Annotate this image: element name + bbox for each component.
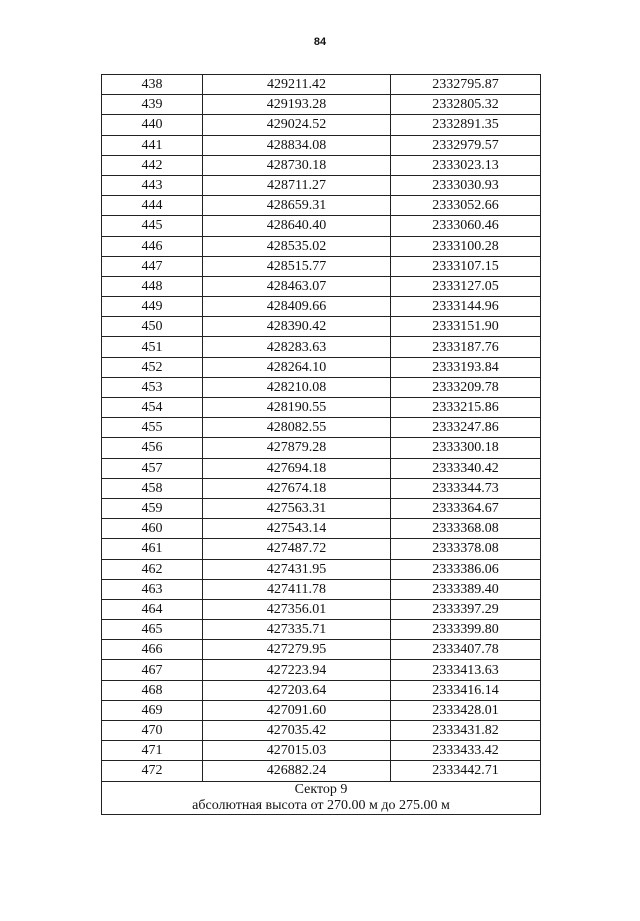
y-coordinate-cell: 2333247.86 — [391, 418, 541, 438]
y-coordinate-cell: 2333127.05 — [391, 276, 541, 296]
table-row — [102, 438, 541, 458]
table-row — [102, 640, 541, 660]
point-number-cell: 454 — [102, 398, 203, 418]
coordinates-table-body — [102, 75, 541, 815]
page-number: 84 — [313, 36, 327, 48]
x-coordinate-cell: 427223.94 — [203, 660, 391, 680]
x-coordinate-cell: 427203.64 — [203, 680, 391, 700]
x-coordinate-cell: 427279.95 — [203, 640, 391, 660]
table-row — [102, 721, 541, 741]
table-row — [102, 680, 541, 700]
point-number-cell: 463 — [102, 579, 203, 599]
point-number-cell: 466 — [102, 640, 203, 660]
coordinates-table — [101, 74, 541, 815]
point-number-cell: 443 — [102, 175, 203, 195]
y-coordinate-cell: 2333300.18 — [391, 438, 541, 458]
y-coordinate-cell: 2333052.66 — [391, 196, 541, 216]
y-coordinate-cell: 2333368.08 — [391, 519, 541, 539]
y-coordinate-cell: 2333428.01 — [391, 700, 541, 720]
point-number-cell: 457 — [102, 458, 203, 478]
point-number-cell: 442 — [102, 155, 203, 175]
y-coordinate-cell: 2333413.63 — [391, 660, 541, 680]
table-row — [102, 175, 541, 195]
table-row — [102, 216, 541, 236]
table-row — [102, 236, 541, 256]
table-row — [102, 196, 541, 216]
table-row — [102, 155, 541, 175]
y-coordinate-cell: 2332979.57 — [391, 135, 541, 155]
point-number-cell: 467 — [102, 660, 203, 680]
point-number-cell: 444 — [102, 196, 203, 216]
y-coordinate-cell: 2333060.46 — [391, 216, 541, 236]
x-coordinate-cell: 428463.07 — [203, 276, 391, 296]
point-number-cell: 440 — [102, 115, 203, 135]
table-row — [102, 660, 541, 680]
point-number-cell: 438 — [102, 75, 203, 95]
y-coordinate-cell: 2333433.42 — [391, 741, 541, 761]
table-row — [102, 761, 541, 781]
table-row — [102, 418, 541, 438]
x-coordinate-cell: 429193.28 — [203, 95, 391, 115]
x-coordinate-cell: 428190.55 — [203, 398, 391, 418]
y-coordinate-cell: 2333416.14 — [391, 680, 541, 700]
point-number-cell: 452 — [102, 357, 203, 377]
table-row — [102, 741, 541, 761]
y-coordinate-cell: 2332805.32 — [391, 95, 541, 115]
x-coordinate-cell: 427411.78 — [203, 579, 391, 599]
x-coordinate-cell: 428264.10 — [203, 357, 391, 377]
x-coordinate-cell: 427543.14 — [203, 519, 391, 539]
x-coordinate-cell: 427431.95 — [203, 559, 391, 579]
sector-caption — [102, 781, 541, 814]
point-number-cell: 471 — [102, 741, 203, 761]
y-coordinate-cell: 2333209.78 — [391, 377, 541, 397]
x-coordinate-cell: 428711.27 — [203, 175, 391, 195]
table-row — [102, 276, 541, 296]
y-coordinate-cell: 2333431.82 — [391, 721, 541, 741]
point-number-cell: 460 — [102, 519, 203, 539]
x-coordinate-cell: 427015.03 — [203, 741, 391, 761]
x-coordinate-cell: 428730.18 — [203, 155, 391, 175]
x-coordinate-cell: 427335.71 — [203, 620, 391, 640]
y-coordinate-cell: 2332795.87 — [391, 75, 541, 95]
x-coordinate-cell: 427487.72 — [203, 539, 391, 559]
x-coordinate-cell: 429211.42 — [203, 75, 391, 95]
point-number-cell: 441 — [102, 135, 203, 155]
point-number-cell: 448 — [102, 276, 203, 296]
point-number-cell: 451 — [102, 337, 203, 357]
x-coordinate-cell: 427879.28 — [203, 438, 391, 458]
table-row — [102, 478, 541, 498]
x-coordinate-cell: 428659.31 — [203, 196, 391, 216]
x-coordinate-cell: 428409.66 — [203, 297, 391, 317]
point-number-cell: 445 — [102, 216, 203, 236]
y-coordinate-cell: 2333407.78 — [391, 640, 541, 660]
point-number-cell: 450 — [102, 317, 203, 337]
point-number-cell: 472 — [102, 761, 203, 781]
table-row — [102, 297, 541, 317]
x-coordinate-cell: 427674.18 — [203, 478, 391, 498]
point-number-cell: 465 — [102, 620, 203, 640]
point-number-cell: 470 — [102, 721, 203, 741]
x-coordinate-cell: 428210.08 — [203, 377, 391, 397]
y-coordinate-cell: 2333340.42 — [391, 458, 541, 478]
table-row — [102, 559, 541, 579]
table-row — [102, 115, 541, 135]
point-number-cell: 456 — [102, 438, 203, 458]
table-row — [102, 519, 541, 539]
point-number-cell: 447 — [102, 256, 203, 276]
x-coordinate-cell: 428640.40 — [203, 216, 391, 236]
sector-title: Сектор 9 — [294, 781, 348, 797]
x-coordinate-cell: 427356.01 — [203, 599, 391, 619]
table-row — [102, 579, 541, 599]
table-row — [102, 398, 541, 418]
sector-altitude-range: абсолютная высота от 270.00 м до 275.00 м — [192, 797, 450, 813]
point-number-cell: 439 — [102, 95, 203, 115]
table-row — [102, 458, 541, 478]
table-row — [102, 357, 541, 377]
y-coordinate-cell: 2332891.35 — [391, 115, 541, 135]
y-coordinate-cell: 2333193.84 — [391, 357, 541, 377]
point-number-cell: 455 — [102, 418, 203, 438]
x-coordinate-cell: 429024.52 — [203, 115, 391, 135]
x-coordinate-cell: 427563.31 — [203, 498, 391, 518]
y-coordinate-cell: 2333144.96 — [391, 297, 541, 317]
table-row — [102, 317, 541, 337]
x-coordinate-cell: 427091.60 — [203, 700, 391, 720]
y-coordinate-cell: 2333389.40 — [391, 579, 541, 599]
point-number-cell: 462 — [102, 559, 203, 579]
x-coordinate-cell: 428515.77 — [203, 256, 391, 276]
y-coordinate-cell: 2333107.15 — [391, 256, 541, 276]
x-coordinate-cell: 428082.55 — [203, 418, 391, 438]
y-coordinate-cell: 2333151.90 — [391, 317, 541, 337]
table-row — [102, 337, 541, 357]
x-coordinate-cell: 428283.63 — [203, 337, 391, 357]
y-coordinate-cell: 2333023.13 — [391, 155, 541, 175]
y-coordinate-cell: 2333030.93 — [391, 175, 541, 195]
y-coordinate-cell: 2333364.67 — [391, 498, 541, 518]
x-coordinate-cell: 427694.18 — [203, 458, 391, 478]
table-footer-row — [102, 781, 541, 814]
point-number-cell: 458 — [102, 478, 203, 498]
x-coordinate-cell: 427035.42 — [203, 721, 391, 741]
point-number-cell: 464 — [102, 599, 203, 619]
y-coordinate-cell: 2333397.29 — [391, 599, 541, 619]
table-row — [102, 599, 541, 619]
x-coordinate-cell: 428535.02 — [203, 236, 391, 256]
y-coordinate-cell: 2333344.73 — [391, 478, 541, 498]
y-coordinate-cell: 2333442.71 — [391, 761, 541, 781]
x-coordinate-cell: 426882.24 — [203, 761, 391, 781]
table-row — [102, 135, 541, 155]
table-row — [102, 620, 541, 640]
y-coordinate-cell: 2333399.80 — [391, 620, 541, 640]
table-row — [102, 377, 541, 397]
y-coordinate-cell: 2333100.28 — [391, 236, 541, 256]
point-number-cell: 459 — [102, 498, 203, 518]
y-coordinate-cell: 2333215.86 — [391, 398, 541, 418]
table-row — [102, 539, 541, 559]
table-row — [102, 700, 541, 720]
point-number-cell: 468 — [102, 680, 203, 700]
y-coordinate-cell: 2333187.76 — [391, 337, 541, 357]
table-row — [102, 75, 541, 95]
point-number-cell: 469 — [102, 700, 203, 720]
point-number-cell: 461 — [102, 539, 203, 559]
point-number-cell: 449 — [102, 297, 203, 317]
y-coordinate-cell: 2333386.06 — [391, 559, 541, 579]
table-row — [102, 498, 541, 518]
point-number-cell: 453 — [102, 377, 203, 397]
x-coordinate-cell: 428390.42 — [203, 317, 391, 337]
point-number-cell: 446 — [102, 236, 203, 256]
x-coordinate-cell: 428834.08 — [203, 135, 391, 155]
table-row — [102, 256, 541, 276]
table-row — [102, 95, 541, 115]
y-coordinate-cell: 2333378.08 — [391, 539, 541, 559]
